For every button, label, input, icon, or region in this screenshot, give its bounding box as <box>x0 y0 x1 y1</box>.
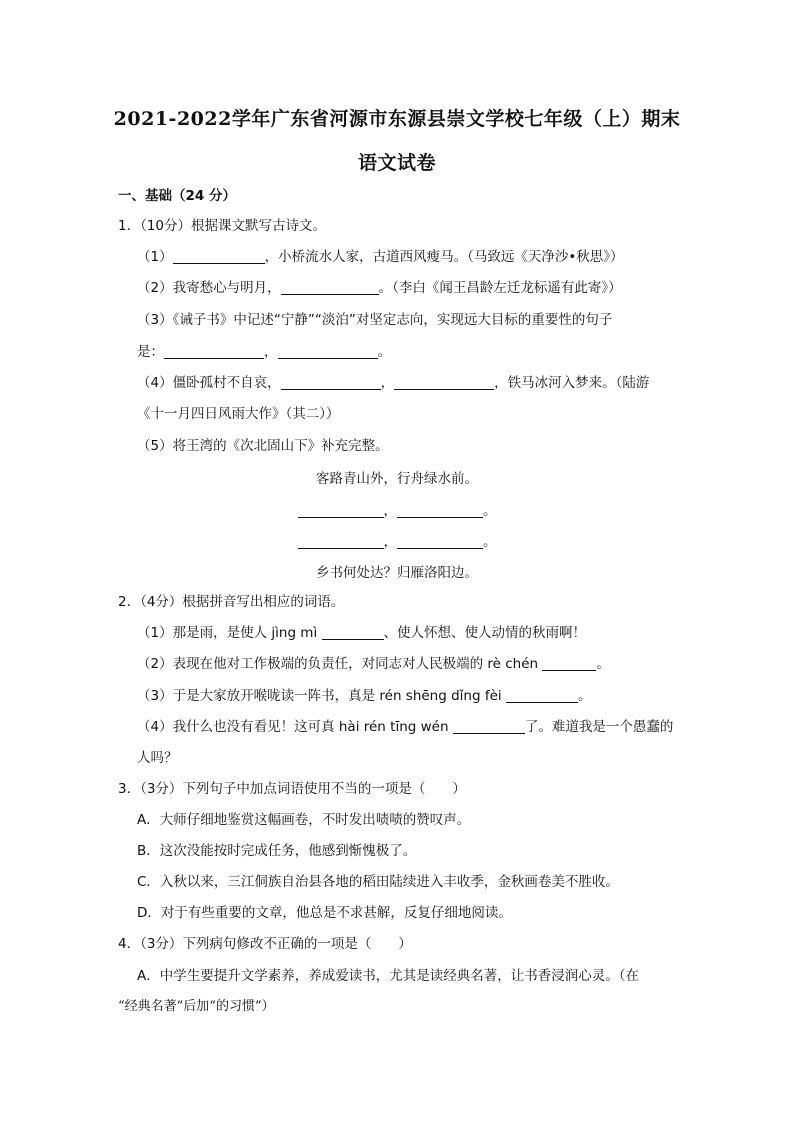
question-1-part-3-line1: （3）《诫子书》中记述“宁静”“淡泊”对坚定志向，实现远大目标的重要性的句子 <box>137 312 613 328</box>
poem-line-4: 乡书何处达？归雁洛阳边。 <box>316 565 478 581</box>
answer-blank[interactable] <box>173 248 265 264</box>
question-3-option-b[interactable]: B．这次没能按时完成任务，他感到惭愧极了。 <box>137 843 417 859</box>
question-4-stem: 4．（3分）下列病句修改不正确的一项是（ ） <box>118 936 412 952</box>
question-3-option-c[interactable]: C．入秋以来，三江侗族自治县各地的稻田陆续进入丰收季，金秋画卷美不胜收。 <box>137 874 619 890</box>
part-text: （4）我什么也没有看见！这可真 hài rén tīng wén <box>137 719 453 735</box>
question-1-stem: 1．（10分）根据课文默写古诗文。 <box>118 218 327 234</box>
poem-line-2 <box>0 499 794 519</box>
part-label: （1） <box>137 249 173 265</box>
question-2-part-4-line1 <box>137 717 673 737</box>
part-text: （2）表现在他对工作极端的负责任，对同志对人民极端的 rè chén <box>137 656 543 672</box>
part-text: （3）于是大家放开喉咙读一阵书，真是 rén shēng dǐng fèi <box>137 688 506 704</box>
poem-comma: ， <box>383 534 397 550</box>
poem-period: 。 <box>483 503 497 519</box>
question-1-part-4-line2: 《十一月四日风雨大作》（其二）） <box>137 406 340 422</box>
section-heading: 一、基础（24 分） <box>118 188 236 204</box>
question-3-stem: 3．（3分）下列句子中加点词语使用不当的一项是（ ） <box>118 781 466 797</box>
question-1-part-5: （5）将王湾的《次北固山下》补充完整。 <box>137 438 389 454</box>
part-text: ， <box>264 344 278 360</box>
part-text: 、使人怀想、使人动情的秋雨啊！ <box>383 625 586 641</box>
part-text: 。 <box>377 344 391 360</box>
exam-title-line1: 2021-2022学年广东省河源市东源县崇文学校七年级（上）期末 <box>113 108 681 130</box>
part-text: （4）僵卧孤村不自哀， <box>137 375 281 391</box>
answer-blank[interactable] <box>164 343 264 359</box>
answer-blank[interactable] <box>542 655 596 671</box>
question-2-part-4-line2: 人吗？ <box>137 750 178 766</box>
question-2-stem: 2．（4分）根据拼音写出相应的词语。 <box>118 594 345 610</box>
answer-blank[interactable] <box>322 624 384 640</box>
answer-blank[interactable] <box>506 687 578 703</box>
part-text: （2）我寄愁心与明月， <box>137 280 281 296</box>
part-text: ，铁马冰河入梦来。（陆游 <box>494 375 650 391</box>
question-2-part-2 <box>137 654 610 674</box>
part-text: ， <box>380 375 395 391</box>
question-1-part-3-line2 <box>137 342 391 362</box>
part-text: 了。难道我是一个愚蠢的 <box>524 719 674 735</box>
question-3-option-a[interactable]: A．大师仔细地鉴赏这幅画卷，不时发出啧啧的赞叹声。 <box>137 812 471 828</box>
question-1-part-4-line1 <box>137 373 649 393</box>
part-text: 。 <box>577 688 592 704</box>
question-4-option-a-line1[interactable]: A．中学生要提升文学素养，养成爱读书，尤其是读经典名著，让书香浸润心灵。（在 <box>137 968 639 984</box>
answer-blank[interactable] <box>453 718 525 734</box>
question-2-part-1 <box>137 623 586 643</box>
answer-blank[interactable] <box>281 374 381 390</box>
poem-comma: ， <box>383 503 397 519</box>
answer-blank[interactable] <box>298 533 384 549</box>
question-3-option-d[interactable]: D．对于有些重要的文章，他总是不求甚解，反复仔细地阅读。 <box>137 905 512 921</box>
answer-blank[interactable] <box>298 502 384 518</box>
question-4-option-a-line2: “经典名著”后加“的习惯”） <box>118 999 275 1014</box>
answer-blank[interactable] <box>397 502 483 518</box>
part-text: 。 <box>596 656 610 672</box>
poem-line-3 <box>0 530 794 550</box>
question-1-part-2 <box>137 278 622 298</box>
answer-blank[interactable] <box>278 343 378 359</box>
question-2-part-3 <box>137 686 591 706</box>
answer-blank[interactable] <box>394 374 494 390</box>
part-text: 是： <box>137 344 164 360</box>
answer-blank[interactable] <box>397 533 483 549</box>
exam-title-line2: 语文试卷 <box>357 152 436 174</box>
poem-period: 。 <box>483 534 497 550</box>
part-text: 。（李白《闻王昌龄左迁龙标遥有此寄》） <box>378 280 622 296</box>
poem-line-1: 客路青山外，行舟绿水前。 <box>316 471 478 487</box>
part-text: ，小桥流水人家，古道西风瘦马。（马致远《天净沙•秋思》） <box>264 249 624 265</box>
question-1-part-1 <box>137 247 624 267</box>
answer-blank[interactable] <box>281 279 379 295</box>
part-text: （1）那是雨，是使人 jìng mì <box>137 625 322 641</box>
